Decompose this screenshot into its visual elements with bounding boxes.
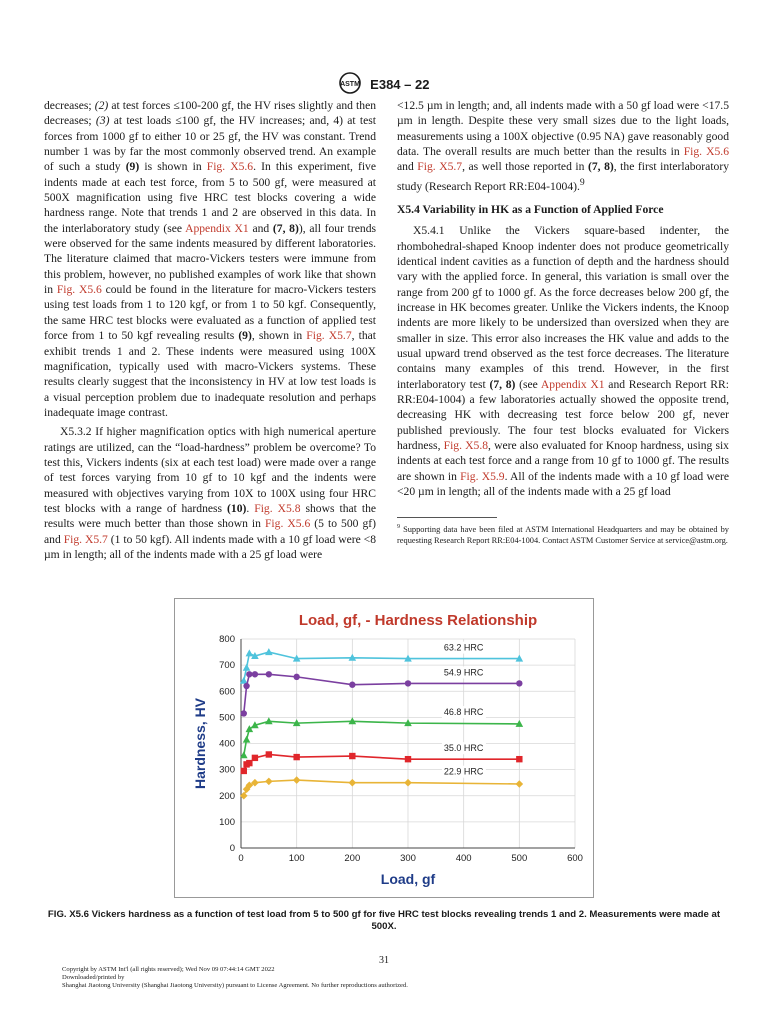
- figure-link[interactable]: Fig. X5.7: [63, 532, 108, 546]
- y-tick-label: 0: [229, 843, 235, 854]
- section-heading: X5.4 Variability in HK as a Function of Applied Force: [397, 202, 664, 216]
- x-tick-label: 100: [288, 853, 305, 864]
- x-tick-label: 0: [238, 853, 244, 864]
- data-point: [266, 671, 272, 677]
- svg-text:ASTM: ASTM: [339, 81, 360, 88]
- chart-title: Load, gf, - Hardness Relationship: [298, 612, 538, 629]
- citation-link[interactable]: (10): [227, 501, 247, 515]
- right-column: [397, 98, 729, 550]
- citation-link[interactable]: (7, 8): [272, 221, 299, 235]
- x-tick-label: 300: [400, 853, 416, 864]
- data-point: [241, 768, 247, 774]
- figure-link[interactable]: Fig. X5.7: [306, 329, 352, 343]
- y-tick-label: 100: [219, 816, 235, 828]
- citation-link[interactable]: (7, 8): [489, 377, 516, 391]
- y-tick-label: 600: [219, 686, 235, 698]
- figure-link[interactable]: Fig. X5.6: [683, 145, 729, 159]
- y-tick-label: 200: [219, 790, 235, 802]
- data-point: [266, 751, 272, 757]
- series-label: 22.9 HRC: [443, 766, 484, 777]
- series-label: 46.8 HRC: [443, 707, 484, 718]
- standard-code: E384 – 22: [370, 77, 430, 92]
- citation-link[interactable]: (9): [125, 160, 140, 174]
- data-point: [293, 754, 299, 760]
- x-tick-label: 200: [344, 853, 361, 864]
- paragraph: <12.5 µm in length; and, all indents made with a 50 gf load were <17.5 µm in length. Despite these very small sizes due to the light loads, measurements using a 100X objective (0.95 NA) gave reasonably good data. The overall results are much better than the results in Fig. X5.6 and Fig. X5.7, as well those reported in (7, 8), the first interlaboratory study (Research Report RR:E04-1004).$^9$: [397, 99, 729, 193]
- data-point: [252, 755, 258, 761]
- data-point: [405, 756, 411, 762]
- data-point: [252, 671, 258, 677]
- data-point: [246, 671, 252, 677]
- page-number: 31: [379, 955, 389, 966]
- y-tick-label: 300: [219, 764, 235, 776]
- y-tick-label: 400: [219, 738, 235, 750]
- data-point: [243, 683, 249, 689]
- paragraph: X5.3.2 If higher magnification optics with high numerical aperture ratings are utilized, can the “load-hardness” problem be overcome? To test this, Vickers indents (six at each test load) were made over a range of test forces varying from 10 gf to 10 kgf and the indents were measured with objectives varying from 10X to 100X using four HRC test blocks with a range of hardness (10). Fig. X5.8 shows that the results were much better than those shown in Fig. X5.6 (5 to 500 gf) and Fig. X5.7 (1 to 50 kgf). All indents made with a 10 gf load were <8 µm in length; all of the indents made with a 25 gf load were: [44, 425, 377, 561]
- y-tick-label: 700: [219, 660, 235, 672]
- figure-caption: FIG. X5.6 Vickers hardness as a function of test load from 5 to 500 gf for five HRC test blocks revealing trends 1 and 2. Measurements were made at 500X.: [47, 909, 721, 932]
- y-tick-label: 500: [219, 712, 235, 724]
- figure-link[interactable]: Fig. X5.8: [443, 439, 489, 453]
- paragraph: X5.4.1 Unlike the Vickers square-based indenter, the rhombohedral-shaped Knoop indenter does not produce geometrically identical indent cavities as a function of depth and the hardness should vary with the applied force. In general, this variation is small over the range from 200 gf to 1000 gf. As the force decreases below 200 gf, the increase in HK becomes greater. Unlike the Vickers indents, the Knoop indents are more likely to be undersized than oversized when they are smaller in size. This error also increases the HK value and adds to the usual upward trend observed as the test force decreases. The literature contains many examples of this trend. However, in the first interlaboratory test (7, 8) (see Appendix X1 and Research Report RR: RR:E04-1004) a few laboratories actually showed the opposite trend, decreasing HK with decreasing test force below 200 gf, never published previously. The four test blocks evaluated for Vickers hardness, Fig. X5.8, were also evaluated for Knoop hardness, using six indents at each test force and a range from 10 gf to 1000 gf. The results are shown in Fig. X5.9. All of the indents made with a 10 gf load were <20 µm in length; all of the indents made with a 25 gf load: [397, 224, 729, 499]
- paragraph: decreases; (2) at test forces ≤100-200 gf, the HV rises slightly and then decreases; (3) at test loads ≤100 gf, the HV increases; and, 4) at test forces from 1000 gf to either 10 or 25 gf, the HV was constant. Trend number 1 was by far the most commonly observed trend. An example of such a study (9) is shown in Fig. X5.6. In this experiment, five indents made at each test force, from 5 to 500 gf, were measured at 500X magnification using five HRC test blocks covering a wide hardness range. Note that trends 1 and 2 are observed in this data. In the interlaboratory study (see Appendix X1 and (7, 8)), all four trends were observed for the same indents measured by different laboratories. The literature claimed that macro-Vickers testers were immune from this problem, however, no published examples of work like that shown in Fig. X5.6 could be found in the literature for macro-Vickers testers using test loads from 1 to 120 kgf, or from 1 to 50 kgf. Consequently, the same HRC test blocks were evaluated as a function of applied test force from 1 to 50 kgf revealing results (9), shown in Fig. X5.7, that exhibit trends 1 and 2. These indents were measured using 100X magnification, typically used with macro-Vickers systems. These results clearly suggest that the inconsistency in HV at low test loads is a visual perception problem due to inadequate resolution and perhaps inadequate image contrast.: [44, 99, 377, 419]
- x-tick-label: 600: [567, 853, 583, 864]
- citation-link[interactable]: (7, 8): [587, 160, 614, 174]
- data-point: [349, 753, 355, 759]
- y-axis-label: Hardness, HV: [192, 697, 208, 790]
- series-label: 63.2 HRC: [443, 642, 484, 653]
- x-tick-label: 400: [455, 853, 472, 864]
- appendix-link[interactable]: Appendix X1: [540, 377, 605, 391]
- data-point: [516, 680, 522, 686]
- astm-logo-icon: [339, 72, 361, 97]
- x-axis-label: Load, gf: [380, 871, 436, 887]
- hardness-chart: [175, 599, 593, 897]
- data-point: [246, 760, 252, 766]
- appendix-link[interactable]: Appendix X1: [185, 221, 249, 235]
- figure-x5-6: [174, 598, 594, 898]
- data-point: [516, 756, 522, 762]
- x-tick-label: 500: [511, 853, 528, 864]
- data-point: [405, 680, 411, 686]
- figure-link[interactable]: Fig. X5.8: [254, 501, 301, 515]
- figure-link[interactable]: Fig. X5.7: [417, 160, 463, 174]
- data-point: [293, 674, 299, 680]
- footnote-divider: [397, 517, 497, 518]
- figure-link[interactable]: Fig. X5.6: [264, 517, 311, 531]
- data-point: [241, 710, 247, 716]
- left-column: [44, 98, 376, 566]
- figure-link[interactable]: Fig. X5.6: [56, 283, 102, 297]
- series-label: 54.9 HRC: [443, 667, 484, 678]
- copyright-notice: Copyright by ASTM Int'l (all rights reserved); Wed Nov 09 07:44:14 GMT 2022 Downloaded/printed by Shanghai Jiaotong University (Shanghai Jiaotong University) pursuant to License Agreement. No further reproductions authorized.: [62, 966, 408, 990]
- figure-link[interactable]: Fig. X5.9: [460, 469, 505, 483]
- figure-link[interactable]: Fig. X5.6: [206, 160, 254, 174]
- series-label: 35.0 HRC: [443, 743, 484, 754]
- y-tick-label: 800: [219, 634, 235, 645]
- citation-link[interactable]: (9): [238, 329, 252, 343]
- footnote-marker: 9: [579, 176, 585, 188]
- page-header: [0, 72, 768, 97]
- footnote: $^9$ Supporting data have been filed at ASTM International Headquarters and may be obtained by requesting Research Report RR:E04-1004. Contact ASTM Customer Service at service@astm.org.: [397, 524, 729, 546]
- data-point: [349, 682, 355, 688]
